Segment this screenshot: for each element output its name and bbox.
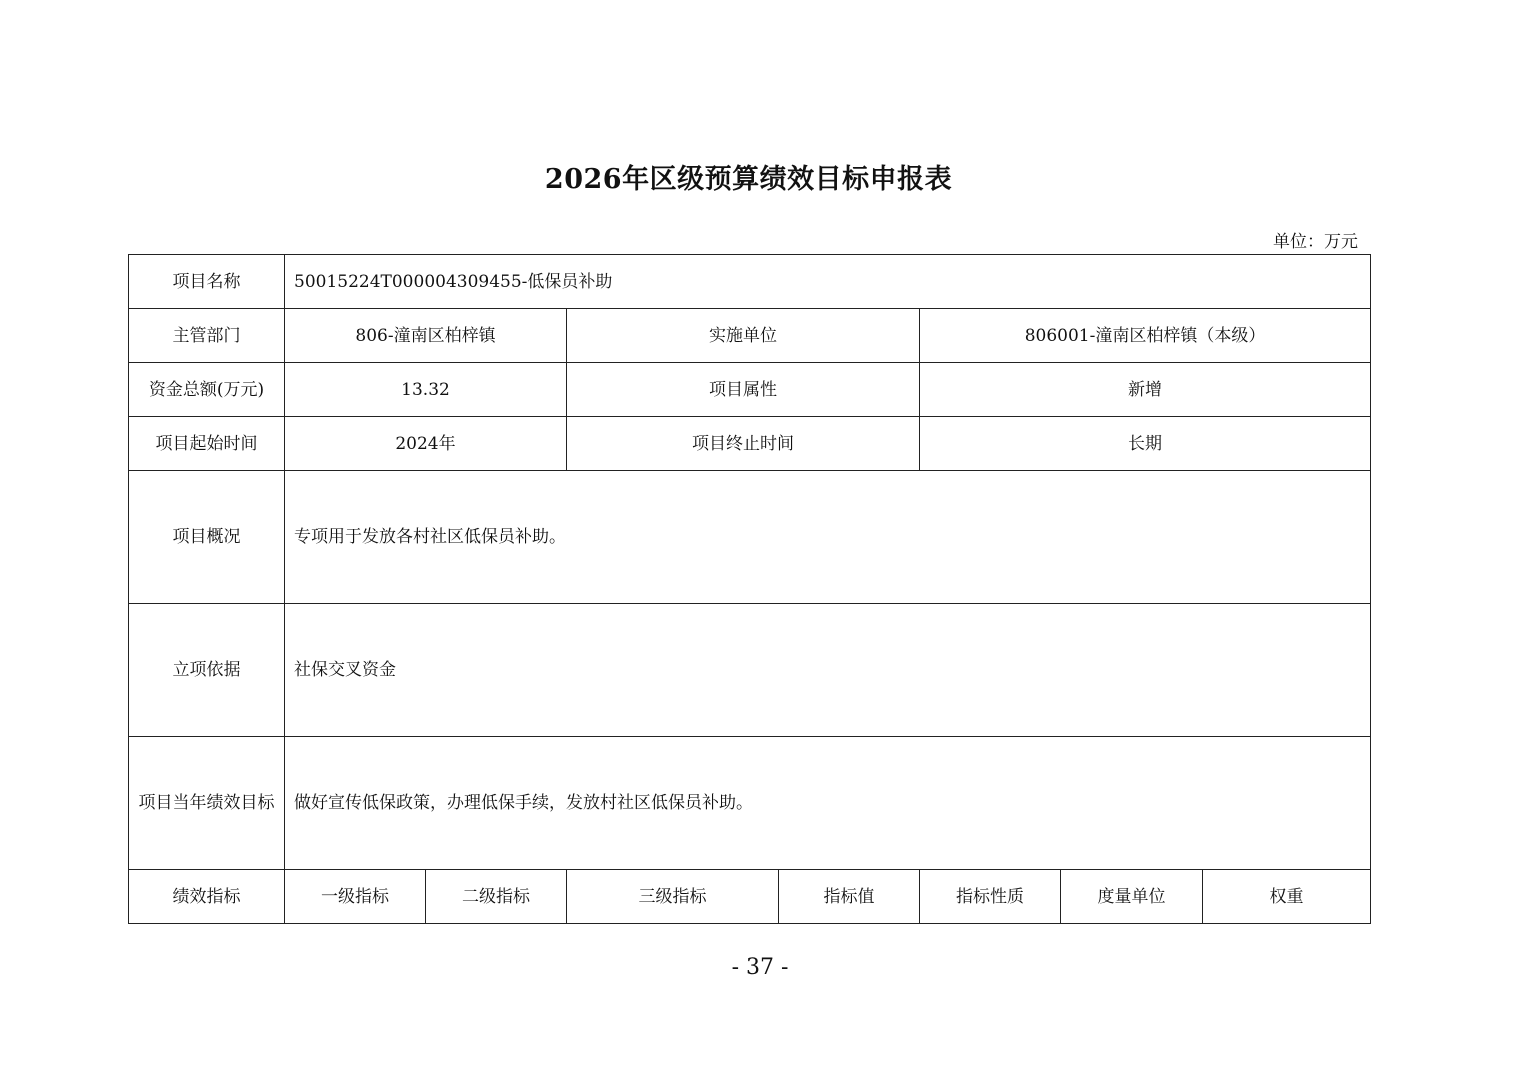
- overview-label: 项目概况: [129, 471, 285, 604]
- overview-value: 专项用于发放各村社区低保员补助。: [285, 471, 1371, 604]
- table-row: [129, 604, 1371, 737]
- indicator-col-header: 二级指标: [426, 870, 567, 924]
- indicator-header-row: [129, 870, 1371, 924]
- indicator-col-header: 三级指标: [567, 870, 779, 924]
- project-name-value: 50015224T000004309455-低保员补助: [285, 255, 1371, 309]
- project-attr-value: 新增: [920, 363, 1371, 417]
- start-time-label: 项目起始时间: [129, 417, 285, 471]
- impl-unit-value: 806001-潼南区柏梓镇（本级）: [920, 309, 1371, 363]
- goal-label: 项目当年绩效目标: [129, 737, 285, 870]
- table-row: [129, 363, 1371, 417]
- indicator-col-header: 一级指标: [285, 870, 426, 924]
- basis-label: 立项依据: [129, 604, 285, 737]
- goal-value: 做好宣传低保政策，办理低保手续，发放村社区低保员补助。: [285, 737, 1371, 870]
- table-row: [129, 255, 1371, 309]
- impl-unit-label: 实施单位: [567, 309, 920, 363]
- dept-value: 806-潼南区柏梓镇: [285, 309, 567, 363]
- funds-value: 13.32: [285, 363, 567, 417]
- project-attr-label: 项目属性: [567, 363, 920, 417]
- unit-label: 单位：万元: [1273, 232, 1358, 252]
- funds-label: 资金总额(万元): [129, 363, 285, 417]
- indicator-col-header: 度量单位: [1061, 870, 1203, 924]
- indicator-col-header: 指标性质: [920, 870, 1061, 924]
- indicator-col-header: 权重: [1203, 870, 1371, 924]
- page-number: - 37 -: [731, 955, 789, 980]
- page-title: 2026年区级预算绩效目标申报表: [544, 164, 953, 195]
- indicator-col-header: 指标值: [779, 870, 920, 924]
- indicators-label: 绩效指标: [129, 870, 285, 924]
- start-time-value: 2024年: [285, 417, 567, 471]
- end-time-label: 项目终止时间: [567, 417, 920, 471]
- table-row: [129, 737, 1371, 870]
- table-row: [129, 471, 1371, 604]
- dept-label: 主管部门: [129, 309, 285, 363]
- project-name-label: 项目名称: [129, 255, 285, 309]
- basis-value: 社保交叉资金: [285, 604, 1371, 737]
- end-time-value: 长期: [920, 417, 1371, 471]
- budget-form-table: [128, 254, 1371, 924]
- table-row: [129, 417, 1371, 471]
- table-row: [129, 309, 1371, 363]
